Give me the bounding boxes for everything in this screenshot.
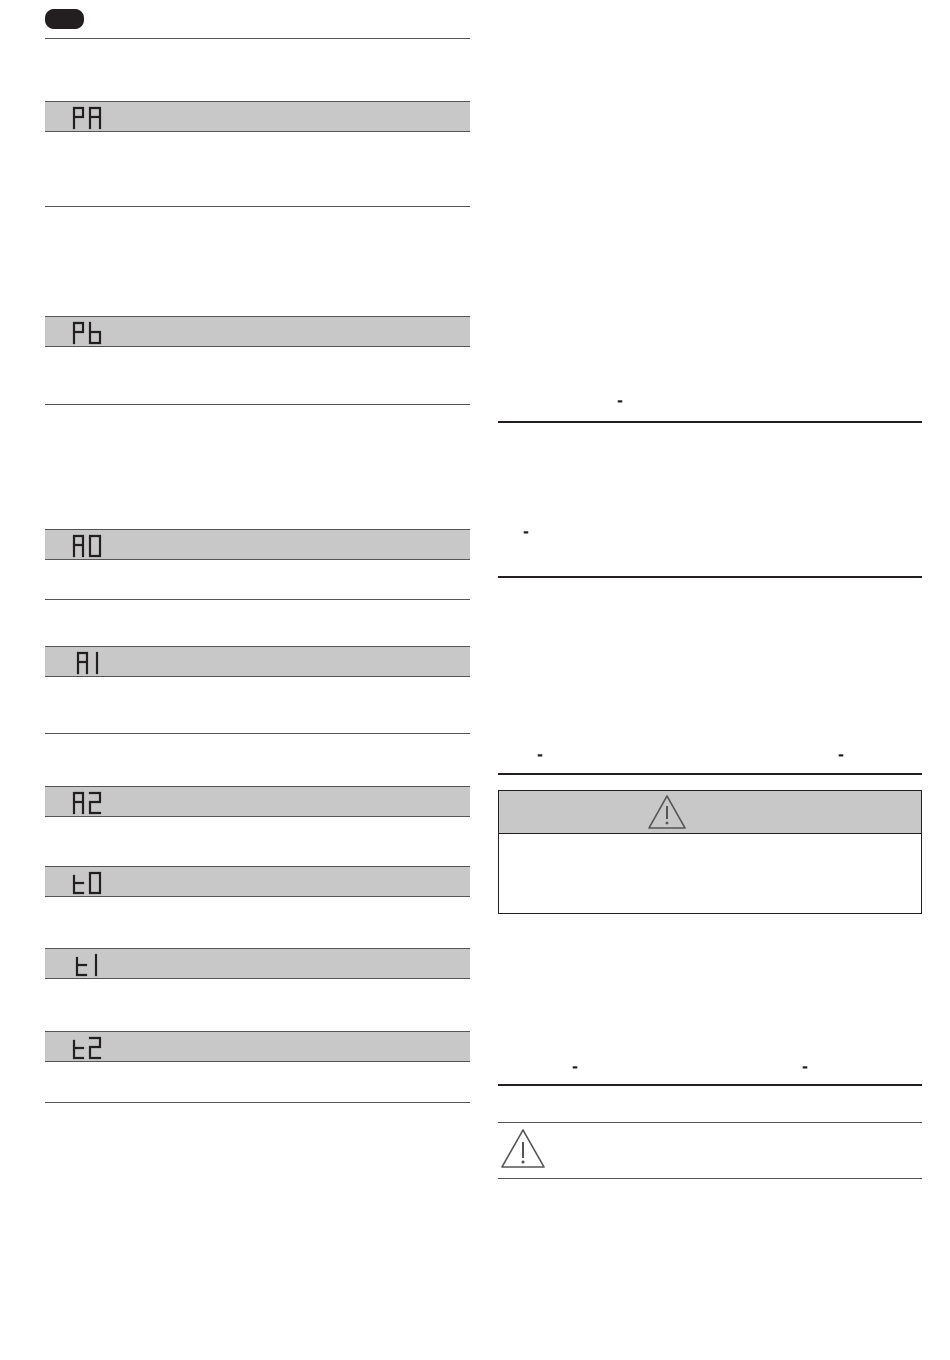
rule <box>45 733 470 734</box>
dash-mark: - <box>523 521 529 541</box>
dash-mark: - <box>802 1056 808 1076</box>
param-bar-pb <box>45 316 470 347</box>
dash-mark: - <box>572 1056 578 1076</box>
rule-thick <box>498 773 922 775</box>
seg-display-a2 <box>71 791 107 815</box>
rule-top <box>45 38 470 39</box>
rule-thick <box>498 1084 922 1086</box>
param-bar-t2 <box>45 1031 470 1062</box>
seg-display-t1 <box>71 953 107 977</box>
seg-display-pa <box>71 106 107 130</box>
rule <box>45 404 470 405</box>
dash-mark: - <box>838 744 844 764</box>
param-bar-a2 <box>45 786 470 817</box>
param-bar-a0 <box>45 529 470 560</box>
dash-mark: - <box>617 390 623 410</box>
rule <box>45 599 470 600</box>
rule-thin <box>498 1122 922 1123</box>
seg-display-a0 <box>71 534 107 558</box>
seg-display-t0 <box>71 871 107 895</box>
rule-thick <box>498 421 922 423</box>
warning-triangle-icon <box>500 1128 546 1170</box>
param-bar-t0 <box>45 866 470 897</box>
seg-display-a1 <box>75 651 111 675</box>
rule <box>45 206 470 207</box>
section-badge <box>45 9 84 29</box>
param-bar-a1 <box>45 646 470 677</box>
dash-mark: - <box>537 744 543 764</box>
rule-thick <box>498 576 922 578</box>
warning-header <box>499 791 921 834</box>
rule-thin <box>498 1178 922 1179</box>
seg-display-t2 <box>71 1036 107 1060</box>
warning-triangle-icon <box>647 794 687 830</box>
param-bar-t1 <box>45 948 470 979</box>
param-bar-pa <box>45 101 470 132</box>
rule-bottom <box>45 1102 470 1103</box>
warning-box <box>498 790 922 914</box>
seg-display-pb <box>71 321 107 345</box>
